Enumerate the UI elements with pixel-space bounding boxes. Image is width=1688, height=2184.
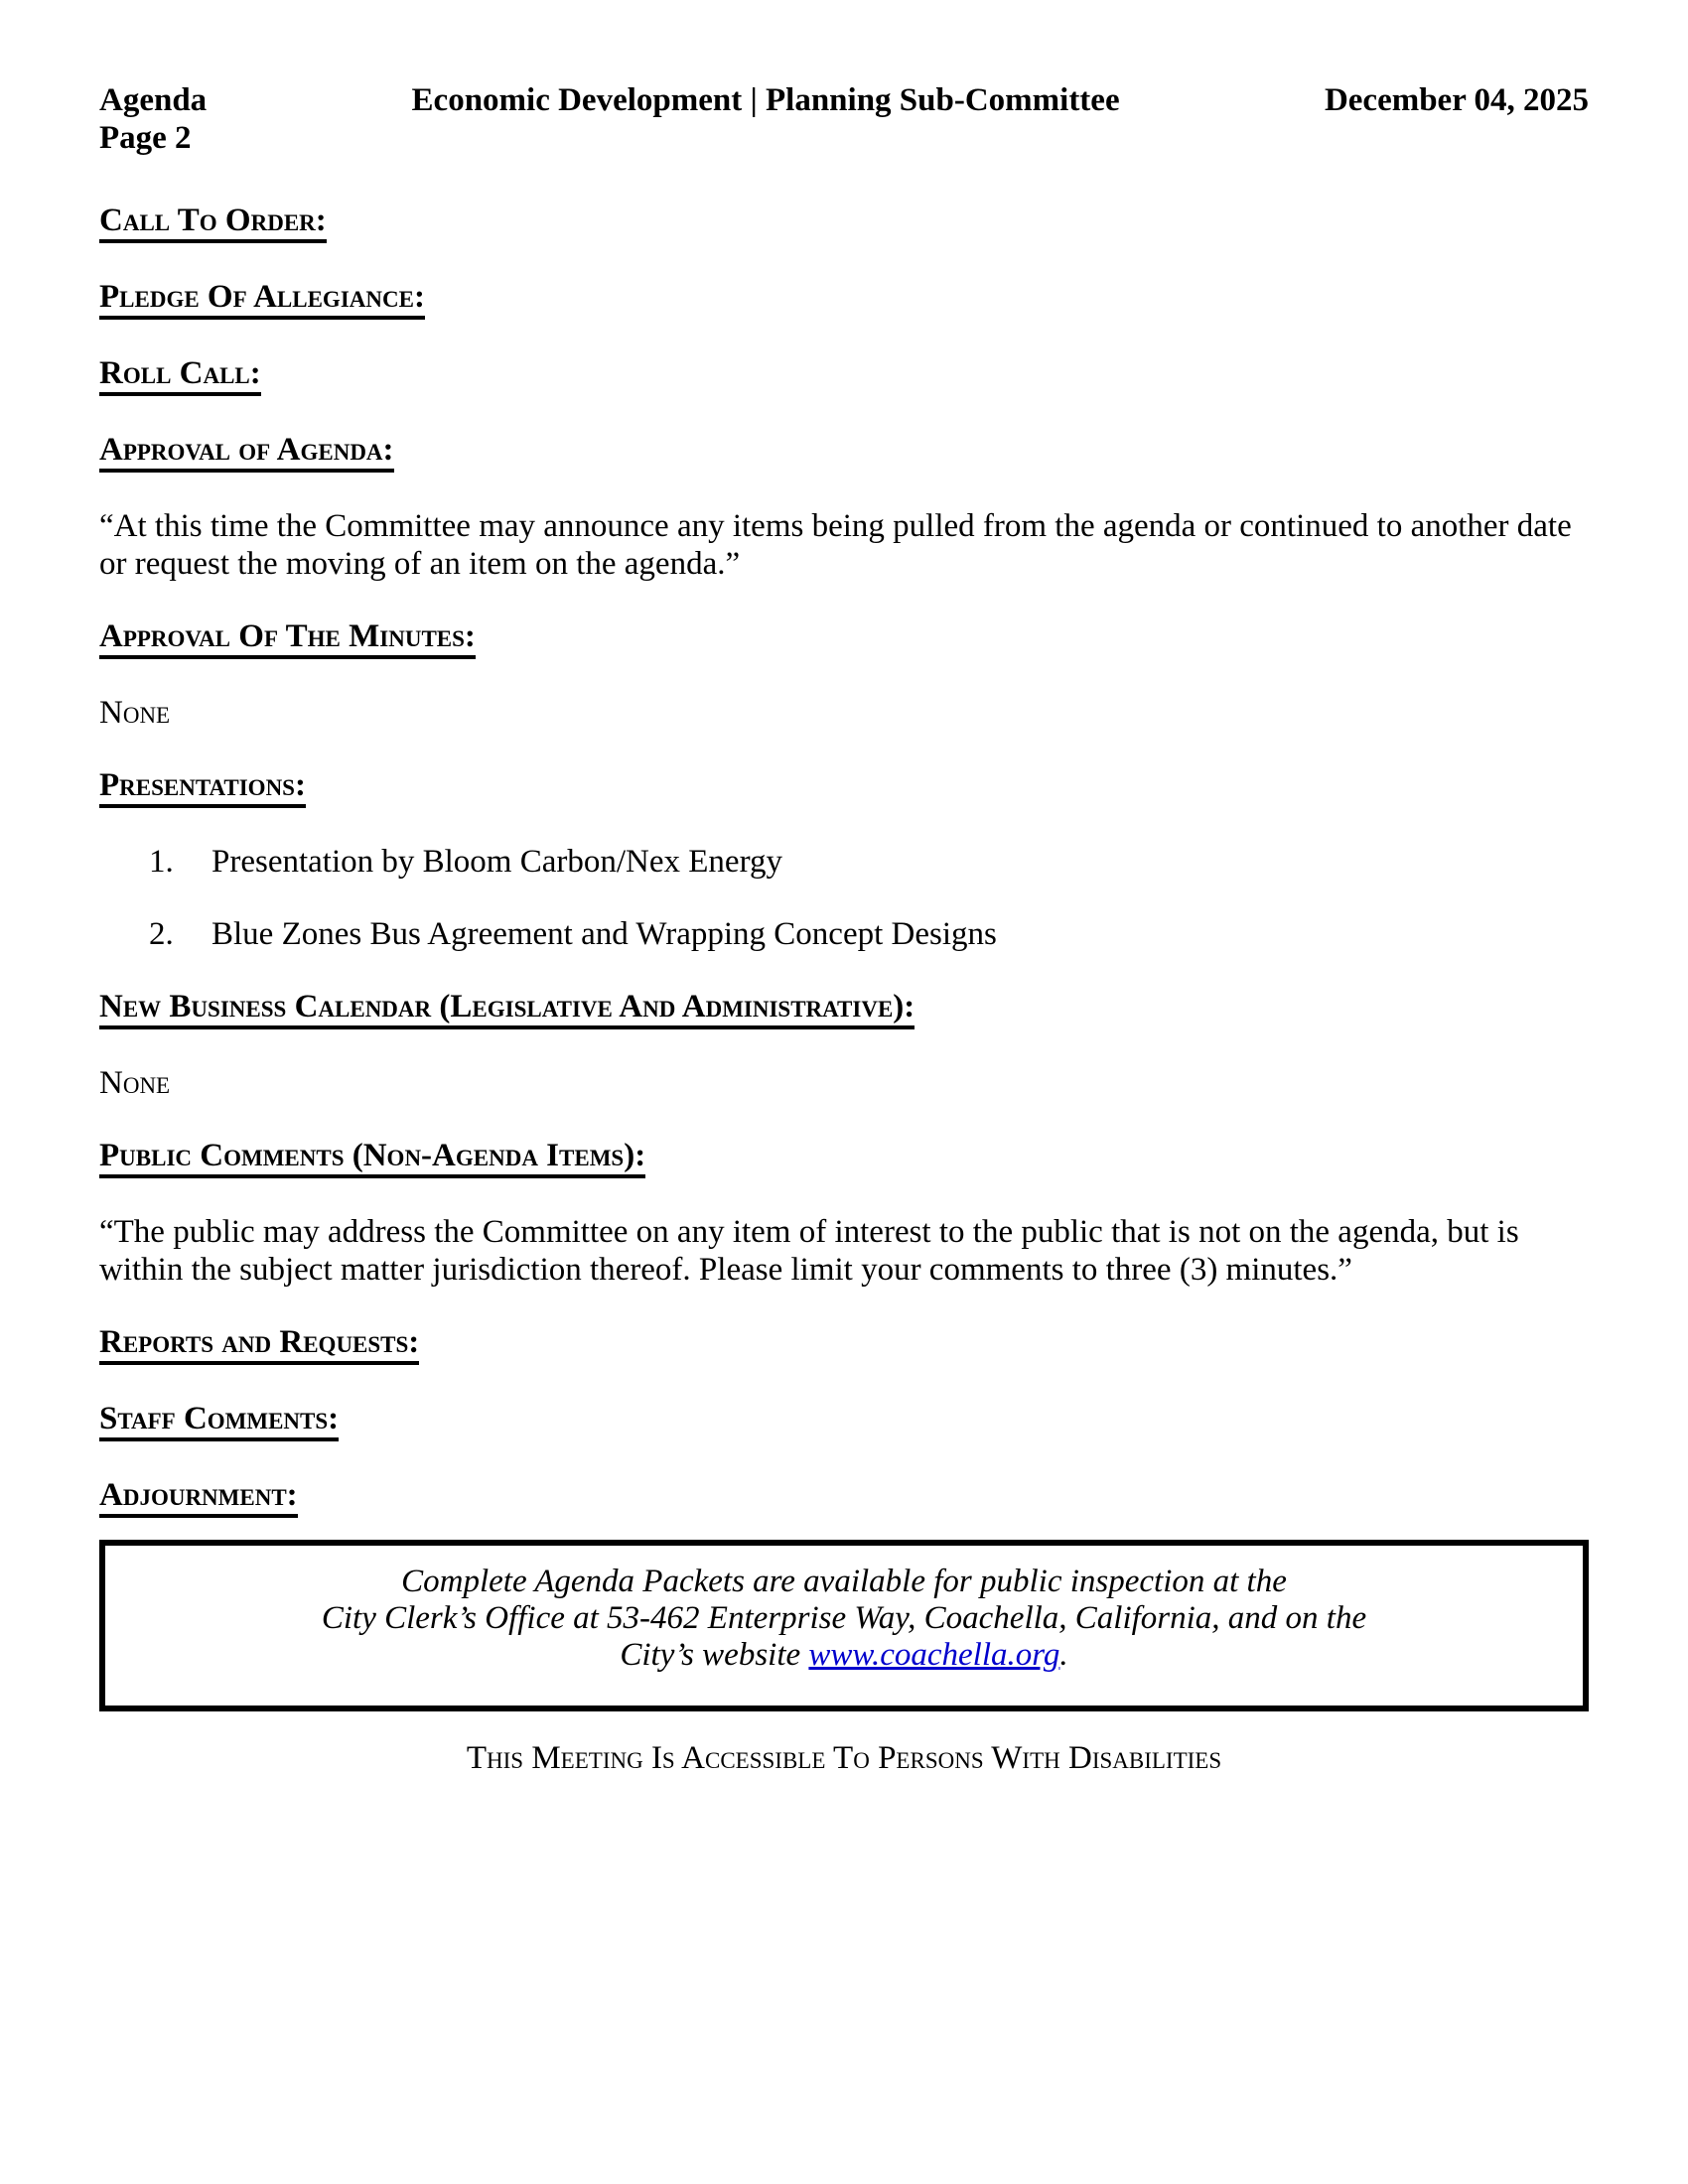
section-heading: Staff Comments:: [99, 1402, 339, 1441]
section-block: [99, 1400, 1589, 1441]
notice-line-3-suffix: .: [1059, 1637, 1068, 1673]
section-block: [99, 354, 1589, 396]
body-paragraph: “The public may address the Committee on any item of interest to the public that is not on the agenda, but is within the subject matter jurisdiction thereof. Please limit your comments to three (3) minutes.”: [99, 1214, 1519, 1288]
agenda-list-item: [149, 843, 1589, 881]
section-block: [99, 1137, 1589, 1178]
list-item-number: 2.: [149, 916, 174, 952]
header-committee-title: Economic Development | Planning Sub-Committee: [411, 82, 1120, 118]
body-paragraph: “At this time the Committee may announce any items being pulled from the agenda or continued to another date or request the moving of an item on the agenda.”: [99, 508, 1572, 582]
section-heading: Public Comments (Non-Agenda Items):: [99, 1139, 645, 1178]
none-text: None: [99, 1065, 171, 1101]
section-block: [99, 1323, 1589, 1365]
section-heading: Call To Order:: [99, 204, 327, 243]
section-heading: Roll Call:: [99, 356, 261, 396]
page-header: [99, 81, 1589, 157]
notice-box: [99, 1540, 1589, 1711]
header-date: December 04, 2025: [1324, 82, 1589, 118]
section-heading: Approval Of The Minutes:: [99, 619, 476, 659]
none-text: None: [99, 695, 171, 731]
agenda-list-item: [149, 915, 1589, 953]
coachella-website-link[interactable]: www.coachella.org: [808, 1637, 1060, 1673]
section-heading: Presentations:: [99, 768, 306, 808]
section-heading: Approval of Agenda:: [99, 433, 394, 473]
section-block: [99, 431, 1589, 473]
section-heading: Reports and Requests:: [99, 1325, 419, 1365]
section-block: [99, 202, 1589, 243]
notice-line-2: City Clerk’s Office at 53-462 Enterprise Way, Coachella, California, and on the: [321, 1600, 1367, 1636]
section-block: [99, 278, 1589, 320]
section-block: [99, 988, 1589, 1029]
section-heading: New Business Calendar (Legislative And Administrative):: [99, 990, 914, 1029]
section-block: [99, 1476, 1589, 1518]
list-item-text: Presentation by Bloom Carbon/Nex Energy: [211, 844, 782, 880]
notice-line-1: Complete Agenda Packets are available for public inspection at the: [401, 1564, 1287, 1599]
header-left: [99, 81, 207, 157]
header-page-number: Page 2: [99, 120, 192, 156]
document-body: [99, 202, 1589, 1518]
section-heading: Pledge Of Allegiance:: [99, 280, 425, 320]
accessibility-notice: This Meeting Is Accessible To Persons With Disabilities: [466, 1740, 1222, 1776]
notice-line-3-prefix: City’s website: [620, 1637, 809, 1673]
section-block: [99, 617, 1589, 659]
section-heading: Adjournment:: [99, 1478, 298, 1518]
list-item-number: 1.: [149, 844, 174, 880]
list-item-text: Blue Zones Bus Agreement and Wrapping Concept Designs: [211, 916, 997, 952]
section-block: [99, 766, 1589, 808]
notice-line-3: [145, 1637, 1543, 1674]
header-doc-type: Agenda: [99, 82, 208, 118]
